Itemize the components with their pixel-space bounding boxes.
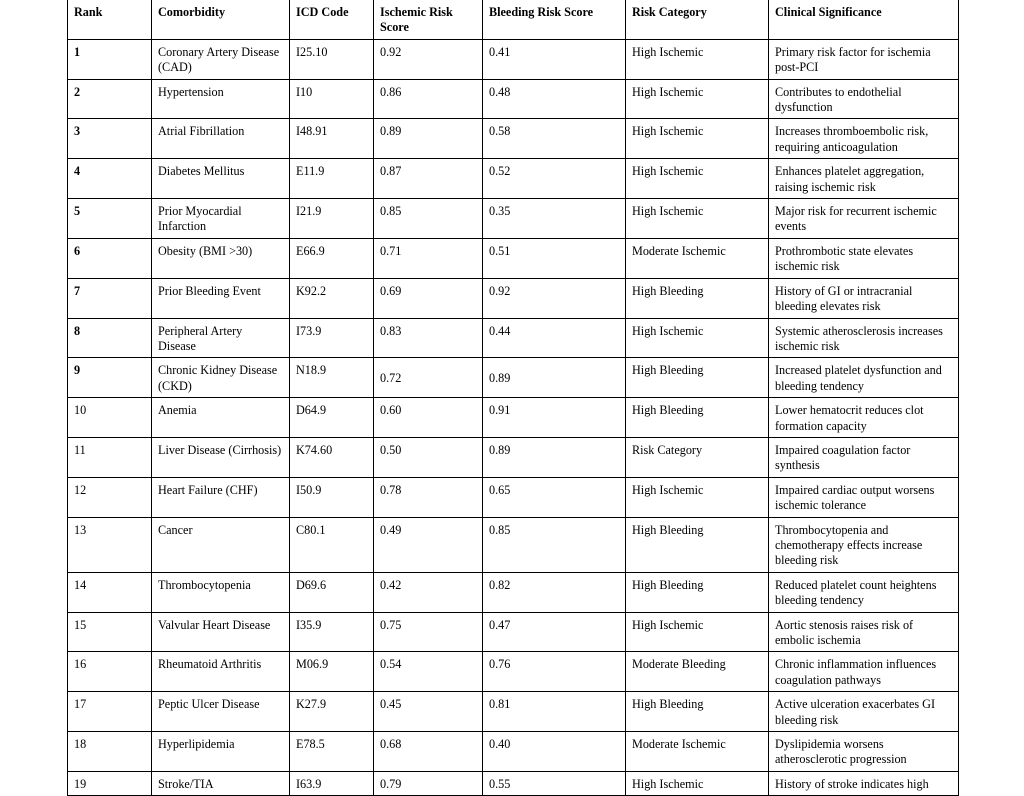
- cell-bleeding-score: 0.91: [483, 398, 626, 438]
- cell-clinical-significance: Increased platelet dysfunction and bleeding tendency: [769, 358, 959, 398]
- cell-clinical-significance: Contributes to endothelial dysfunction: [769, 79, 959, 119]
- cell-clinical-significance: Increases thromboembolic risk, requiring anticoagulation: [769, 119, 959, 159]
- header-icd-code: ICD Code: [290, 0, 374, 39]
- cell-rank: 6: [68, 238, 152, 278]
- cell-icd-code: D69.6: [290, 572, 374, 612]
- cell-ischemic-score: 0.68: [374, 732, 483, 772]
- cell-clinical-significance: Impaired coagulation factor synthesis: [769, 437, 959, 477]
- cell-clinical-significance: Primary risk factor for ischemia post-PCI: [769, 39, 959, 79]
- cell-icd-code: I50.9: [290, 477, 374, 517]
- cell-icd-code: E78.5: [290, 732, 374, 772]
- cell-clinical-significance: History of stroke indicates high: [769, 771, 959, 795]
- cell-rank: 13: [68, 517, 152, 572]
- table-row: [68, 238, 959, 278]
- comorbidity-risk-table-container: [67, 0, 958, 796]
- cell-risk-category: High Ischemic: [626, 771, 769, 795]
- table-row: [68, 477, 959, 517]
- cell-rank: 14: [68, 572, 152, 612]
- cell-clinical-significance: Lower hematocrit reduces clot formation capacity: [769, 398, 959, 438]
- cell-clinical-significance: Prothrombotic state elevates ischemic risk: [769, 238, 959, 278]
- cell-ischemic-score: 0.83: [374, 318, 483, 358]
- cell-ischemic-score: 0.85: [374, 199, 483, 239]
- cell-bleeding-score: 0.51: [483, 238, 626, 278]
- cell-rank: 15: [68, 612, 152, 652]
- cell-risk-category: Risk Category: [626, 437, 769, 477]
- cell-icd-code: I73.9: [290, 318, 374, 358]
- cell-bleeding-score: 0.89: [483, 437, 626, 477]
- cell-bleeding-score: 0.58: [483, 119, 626, 159]
- cell-icd-code: E66.9: [290, 238, 374, 278]
- cell-comorbidity: Valvular Heart Disease: [152, 612, 290, 652]
- cell-ischemic-score: 0.71: [374, 238, 483, 278]
- cell-icd-code: K27.9: [290, 692, 374, 732]
- cell-icd-code: K92.2: [290, 278, 374, 318]
- cell-ischemic-score: 0.89: [374, 119, 483, 159]
- cell-ischemic-score: 0.72: [374, 358, 483, 398]
- header-risk-category: Risk Category: [626, 0, 769, 39]
- cell-risk-category: High Ischemic: [626, 79, 769, 119]
- cell-risk-category: High Bleeding: [626, 398, 769, 438]
- cell-risk-category: High Ischemic: [626, 318, 769, 358]
- cell-bleeding-score: 0.92: [483, 278, 626, 318]
- cell-comorbidity: Hypertension: [152, 79, 290, 119]
- cell-clinical-significance: Systemic atherosclerosis increases ischemic risk: [769, 318, 959, 358]
- table-row: [68, 159, 959, 199]
- table-row: [68, 692, 959, 732]
- cell-bleeding-score: 0.44: [483, 318, 626, 358]
- cell-rank: 9: [68, 358, 152, 398]
- cell-comorbidity: Obesity (BMI >30): [152, 238, 290, 278]
- cell-clinical-significance: Impaired cardiac output worsens ischemic tolerance: [769, 477, 959, 517]
- cell-ischemic-score: 0.78: [374, 477, 483, 517]
- header-bleeding-risk-score: Bleeding Risk Score: [483, 0, 626, 39]
- cell-risk-category: High Bleeding: [626, 278, 769, 318]
- cell-clinical-significance: Major risk for recurrent ischemic events: [769, 199, 959, 239]
- cell-ischemic-score: 0.45: [374, 692, 483, 732]
- cell-rank: 10: [68, 398, 152, 438]
- cell-rank: 12: [68, 477, 152, 517]
- table-row: [68, 318, 959, 358]
- cell-risk-category: High Ischemic: [626, 612, 769, 652]
- cell-rank: 2: [68, 79, 152, 119]
- cell-icd-code: M06.9: [290, 652, 374, 692]
- cell-icd-code: C80.1: [290, 517, 374, 572]
- table-row: [68, 79, 959, 119]
- cell-risk-category: High Bleeding: [626, 358, 769, 398]
- cell-comorbidity: Cancer: [152, 517, 290, 572]
- header-ischemic-risk-score: Ischemic Risk Score: [374, 0, 483, 39]
- cell-comorbidity: Heart Failure (CHF): [152, 477, 290, 517]
- cell-bleeding-score: 0.52: [483, 159, 626, 199]
- cell-icd-code: I21.9: [290, 199, 374, 239]
- cell-risk-category: High Bleeding: [626, 572, 769, 612]
- cell-comorbidity: Liver Disease (Cirrhosis): [152, 437, 290, 477]
- cell-bleeding-score: 0.76: [483, 652, 626, 692]
- cell-rank: 16: [68, 652, 152, 692]
- cell-icd-code: I10: [290, 79, 374, 119]
- table-row: [68, 437, 959, 477]
- cell-icd-code: K74.60: [290, 437, 374, 477]
- cell-comorbidity: Hyperlipidemia: [152, 732, 290, 772]
- table-row: [68, 278, 959, 318]
- table-row: [68, 652, 959, 692]
- cell-rank: 18: [68, 732, 152, 772]
- table-row: [68, 771, 959, 795]
- cell-rank: 4: [68, 159, 152, 199]
- cell-rank: 8: [68, 318, 152, 358]
- cell-comorbidity: Anemia: [152, 398, 290, 438]
- cell-icd-code: D64.9: [290, 398, 374, 438]
- cell-comorbidity: Prior Myocardial Infarction: [152, 199, 290, 239]
- cell-ischemic-score: 0.50: [374, 437, 483, 477]
- cell-comorbidity: Atrial Fibrillation: [152, 119, 290, 159]
- cell-bleeding-score: 0.65: [483, 477, 626, 517]
- cell-ischemic-score: 0.60: [374, 398, 483, 438]
- cell-rank: 19: [68, 771, 152, 795]
- table-row: [68, 732, 959, 772]
- cell-bleeding-score: 0.40: [483, 732, 626, 772]
- cell-icd-code: I25.10: [290, 39, 374, 79]
- cell-icd-code: E11.9: [290, 159, 374, 199]
- cell-risk-category: High Ischemic: [626, 477, 769, 517]
- cell-bleeding-score: 0.89: [483, 358, 626, 398]
- cell-bleeding-score: 0.35: [483, 199, 626, 239]
- cell-ischemic-score: 0.79: [374, 771, 483, 795]
- cell-clinical-significance: Reduced platelet count heightens bleeding tendency: [769, 572, 959, 612]
- cell-ischemic-score: 0.54: [374, 652, 483, 692]
- cell-risk-category: High Ischemic: [626, 199, 769, 239]
- header-clinical-significance: Clinical Significance: [769, 0, 959, 39]
- cell-comorbidity: Chronic Kidney Disease (CKD): [152, 358, 290, 398]
- cell-comorbidity: Rheumatoid Arthritis: [152, 652, 290, 692]
- cell-clinical-significance: Active ulceration exacerbates GI bleeding risk: [769, 692, 959, 732]
- cell-bleeding-score: 0.55: [483, 771, 626, 795]
- cell-risk-category: Moderate Ischemic: [626, 732, 769, 772]
- table-row: [68, 199, 959, 239]
- table-row: [68, 398, 959, 438]
- cell-bleeding-score: 0.41: [483, 39, 626, 79]
- cell-rank: 1: [68, 39, 152, 79]
- cell-clinical-significance: Aortic stenosis raises risk of embolic ischemia: [769, 612, 959, 652]
- cell-rank: 17: [68, 692, 152, 732]
- cell-risk-category: Moderate Ischemic: [626, 238, 769, 278]
- cell-bleeding-score: 0.82: [483, 572, 626, 612]
- table-row: [68, 39, 959, 79]
- cell-ischemic-score: 0.87: [374, 159, 483, 199]
- cell-comorbidity: Coronary Artery Disease (CAD): [152, 39, 290, 79]
- cell-comorbidity: Stroke/TIA: [152, 771, 290, 795]
- cell-ischemic-score: 0.92: [374, 39, 483, 79]
- header-rank: Rank: [68, 0, 152, 39]
- cell-risk-category: High Bleeding: [626, 517, 769, 572]
- cell-risk-category: High Bleeding: [626, 692, 769, 732]
- cell-ischemic-score: 0.75: [374, 612, 483, 652]
- table-row: [68, 612, 959, 652]
- cell-comorbidity: Thrombocytopenia: [152, 572, 290, 612]
- cell-risk-category: Moderate Bleeding: [626, 652, 769, 692]
- table-row: [68, 358, 959, 398]
- cell-clinical-significance: Chronic inflammation influences coagulation pathways: [769, 652, 959, 692]
- cell-icd-code: I48.91: [290, 119, 374, 159]
- cell-icd-code: N18.9: [290, 358, 374, 398]
- cell-ischemic-score: 0.49: [374, 517, 483, 572]
- cell-risk-category: High Ischemic: [626, 159, 769, 199]
- cell-clinical-significance: History of GI or intracranial bleeding elevates risk: [769, 278, 959, 318]
- cell-icd-code: I63.9: [290, 771, 374, 795]
- cell-bleeding-score: 0.81: [483, 692, 626, 732]
- table-row: [68, 119, 959, 159]
- table-row: [68, 572, 959, 612]
- cell-comorbidity: Peripheral Artery Disease: [152, 318, 290, 358]
- cell-risk-category: High Ischemic: [626, 39, 769, 79]
- cell-icd-code: I35.9: [290, 612, 374, 652]
- table-row: [68, 517, 959, 572]
- cell-rank: 11: [68, 437, 152, 477]
- cell-rank: 3: [68, 119, 152, 159]
- cell-clinical-significance: Dyslipidemia worsens atherosclerotic progression: [769, 732, 959, 772]
- cell-rank: 7: [68, 278, 152, 318]
- cell-clinical-significance: Thrombocytopenia and chemotherapy effects increase bleeding risk: [769, 517, 959, 572]
- table-header-row: [68, 0, 959, 39]
- cell-ischemic-score: 0.86: [374, 79, 483, 119]
- cell-bleeding-score: 0.48: [483, 79, 626, 119]
- cell-comorbidity: Peptic Ulcer Disease: [152, 692, 290, 732]
- cell-clinical-significance: Enhances platelet aggregation, raising ischemic risk: [769, 159, 959, 199]
- cell-risk-category: High Ischemic: [626, 119, 769, 159]
- header-comorbidity: Comorbidity: [152, 0, 290, 39]
- cell-comorbidity: Diabetes Mellitus: [152, 159, 290, 199]
- cell-comorbidity: Prior Bleeding Event: [152, 278, 290, 318]
- cell-rank: 5: [68, 199, 152, 239]
- cell-bleeding-score: 0.85: [483, 517, 626, 572]
- comorbidity-risk-table: [67, 0, 959, 796]
- cell-bleeding-score: 0.47: [483, 612, 626, 652]
- cell-ischemic-score: 0.69: [374, 278, 483, 318]
- cell-ischemic-score: 0.42: [374, 572, 483, 612]
